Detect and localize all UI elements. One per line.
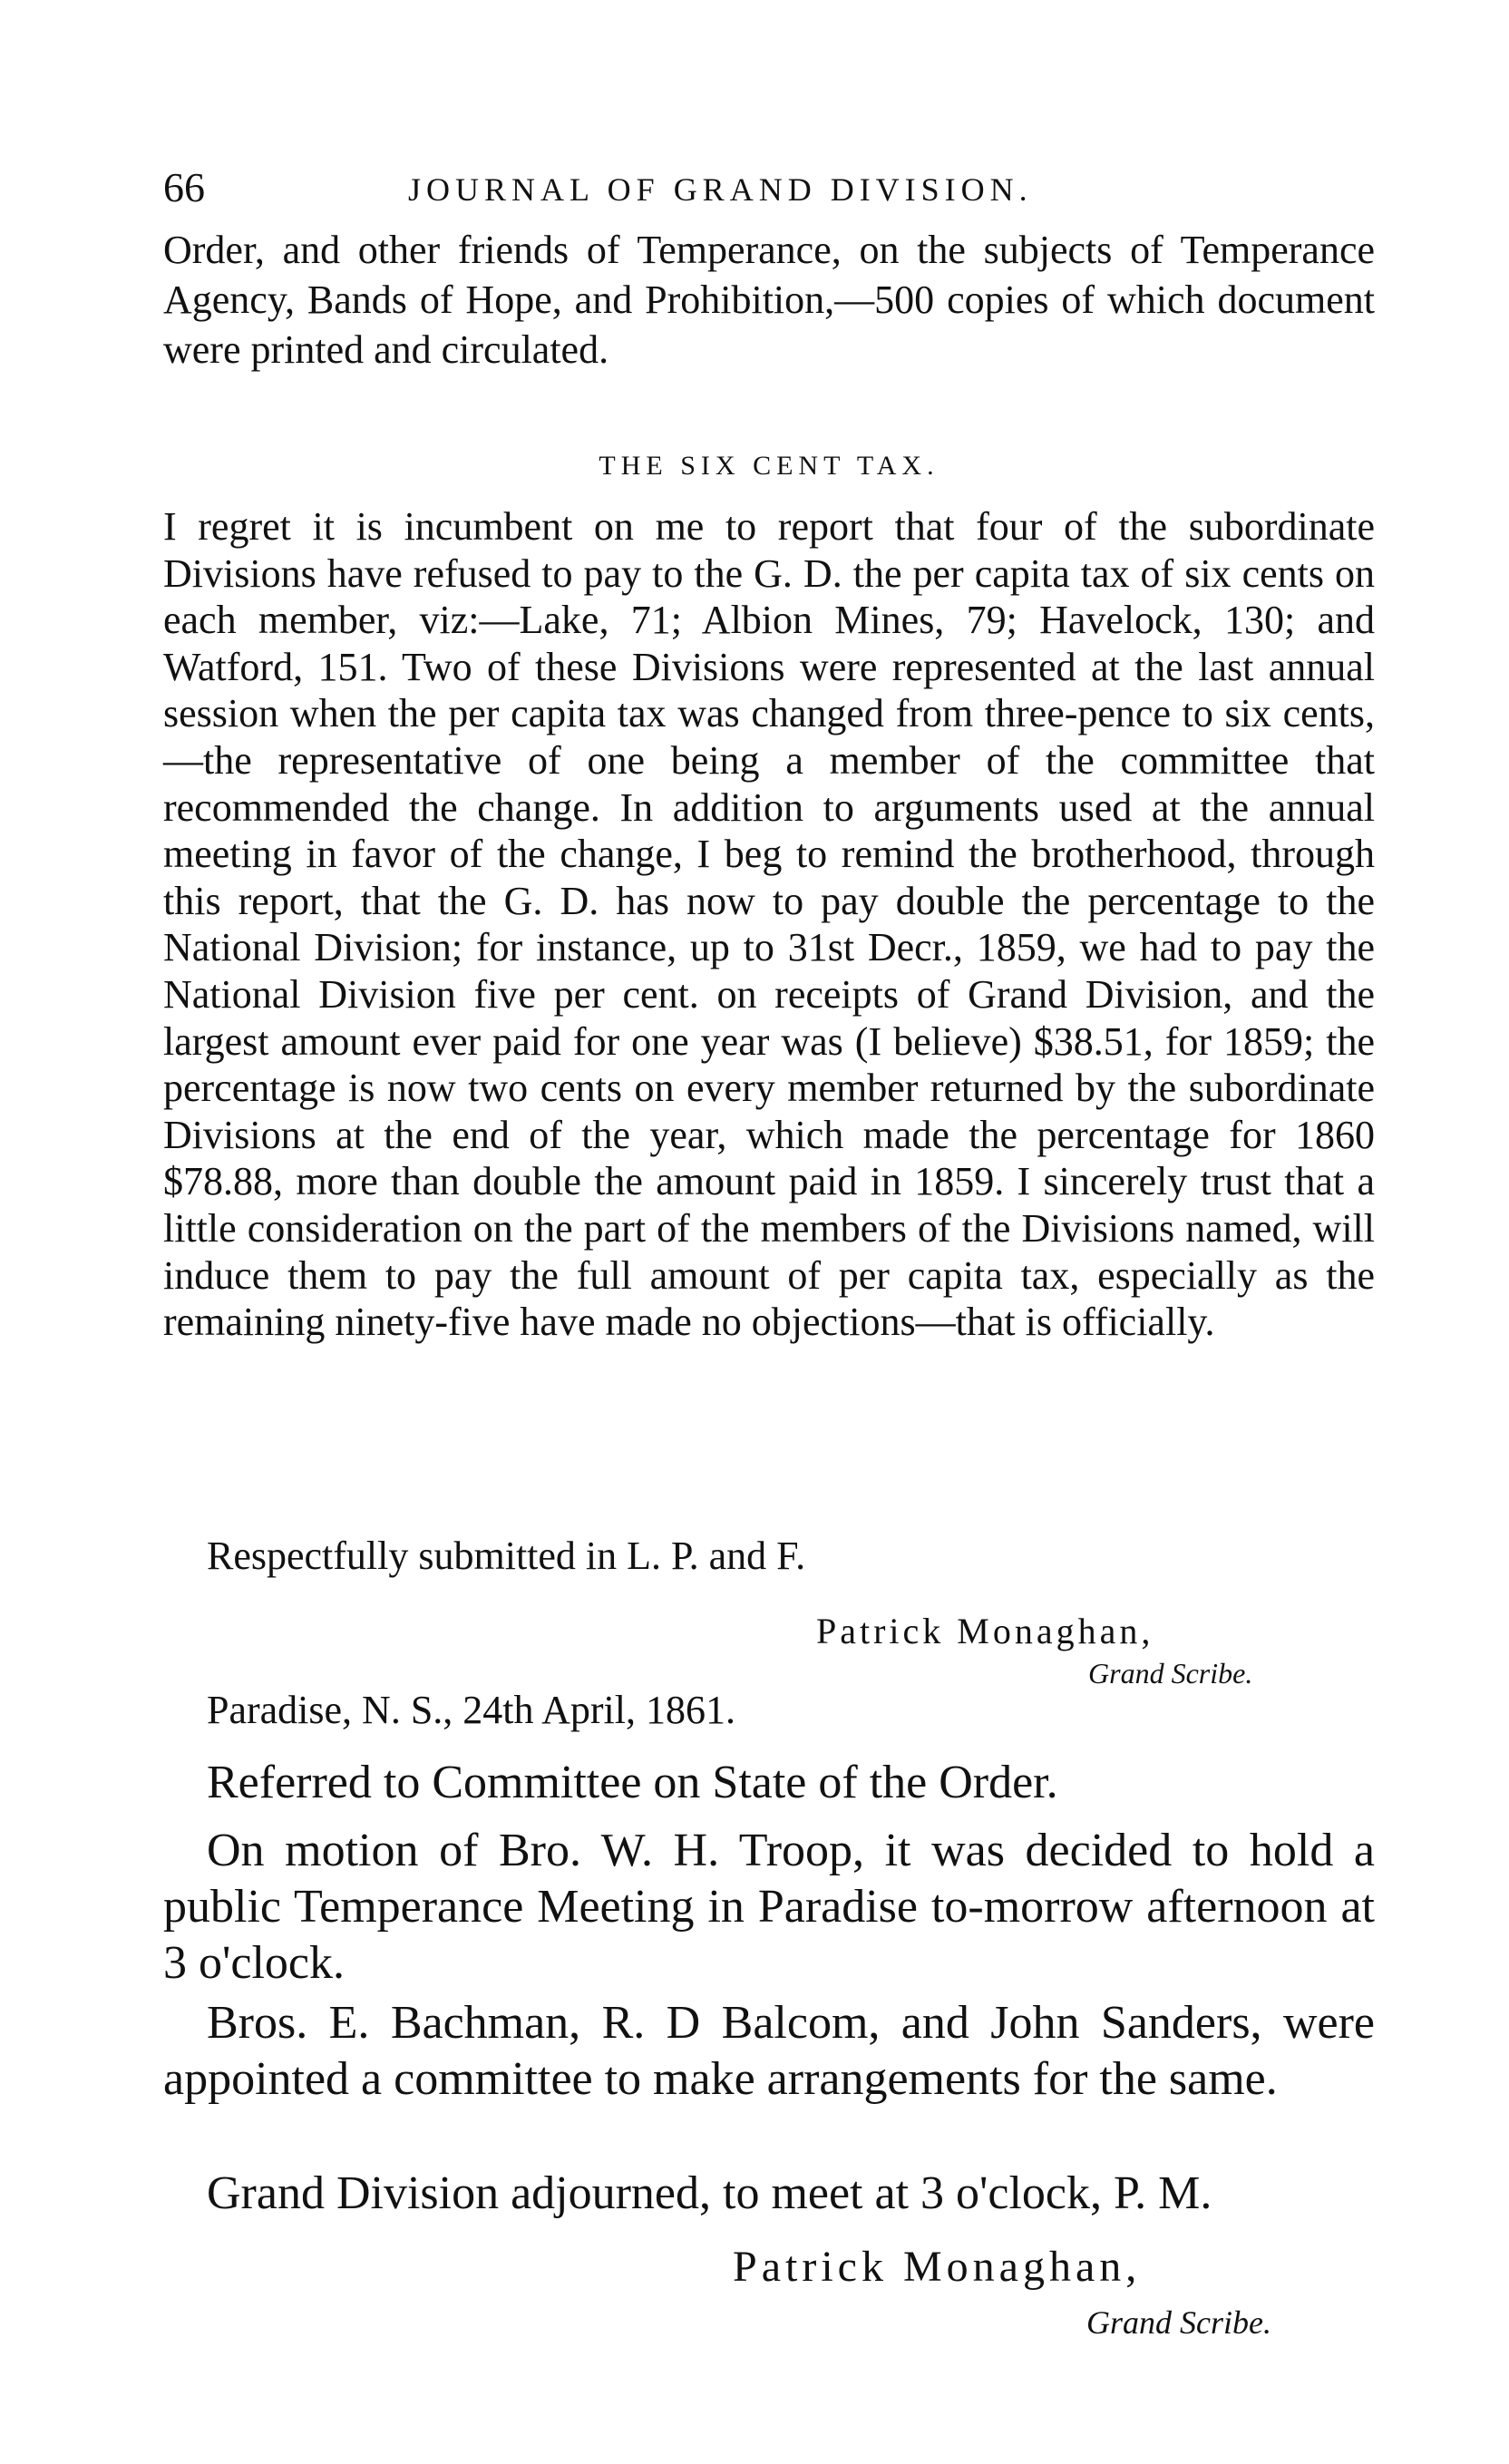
closing-signature-title: Grand Scribe. — [1086, 2304, 1271, 2341]
paragraph-six-cent-tax: I regret it is incumbent on me to report that four of the subordinate Divisions have refused to pay to the G. D. the per capita tax of six cents on each member, viz:—Lake, 71; Albion Mines, 79; Havelock, 130; and Watford, 151. Two of these Divisions were represented at the last annual session when the per capita tax was changed from three-pence to six cents,—the representative of one being a member of the committee that recommended the change. In addition to arguments used at the annual meeting in favor of the change, I beg to remind the brotherhood, through this report, that the G. D. has now to pay double the percentage to the National Division; for instance, up to 31st Decr., 1859, we had to pay the National Division five per cent. on receipts of Grand Division, and the largest amount ever paid for one year was (I believe) $38.51, for 1859; the percentage is now two cents on every member returned by the subordinate Divisions at the end of the year, which made the percentage for 1860 $78.88, more than double the amount paid in 1859. I sincerely trust that a little consideration on the part of the members of the Divisions named, will induce them to pay the full amount of per capita tax, especially as the remaining ninety-five have made no objections—that is officially. — [163, 504, 1375, 1345]
paragraph-committee: Bros. E. Bachman, R. D Balcom, and John Sanders, were appointed a committee to make arrangements for the same. — [163, 1997, 1375, 2105]
paragraph-adjourned: Grand Division adjourned, to meet at 3 o'clock, P. M. — [207, 2167, 1212, 2219]
page-header — [163, 163, 1378, 218]
signature-name: Patrick Monaghan, — [816, 1611, 1154, 1651]
dateline: Paradise, N. S., 24th April, 1861. — [207, 1688, 735, 1732]
section-heading: THE SIX CENT TAX. — [599, 451, 939, 481]
paragraph-referred: Referred to Committee on State of the Order. — [207, 1757, 1058, 1808]
paragraph-motion: On motion of Bro. W. H. Troop, it was decided to hold a public Temperance Meeting in Paradise to-morrow afternoon at 3 o'clock. — [163, 1825, 1375, 1989]
paragraph-agency: Order, and other friends of Temperance, on the subjects of Temperance Agency, Bands of Hope, and Prohibition,—500 copies of which document were printed and circulated. — [163, 228, 1375, 372]
paragraph-submitted: Respectfully submitted in L. P. and F. — [207, 1534, 806, 1578]
page-number: 66 — [163, 164, 205, 210]
running-head: JOURNAL OF GRAND DIVISION. — [408, 171, 1033, 208]
closing-signature-name: Patrick Monaghan, — [733, 2243, 1142, 2291]
signature-title: Grand Scribe. — [1088, 1657, 1253, 1690]
